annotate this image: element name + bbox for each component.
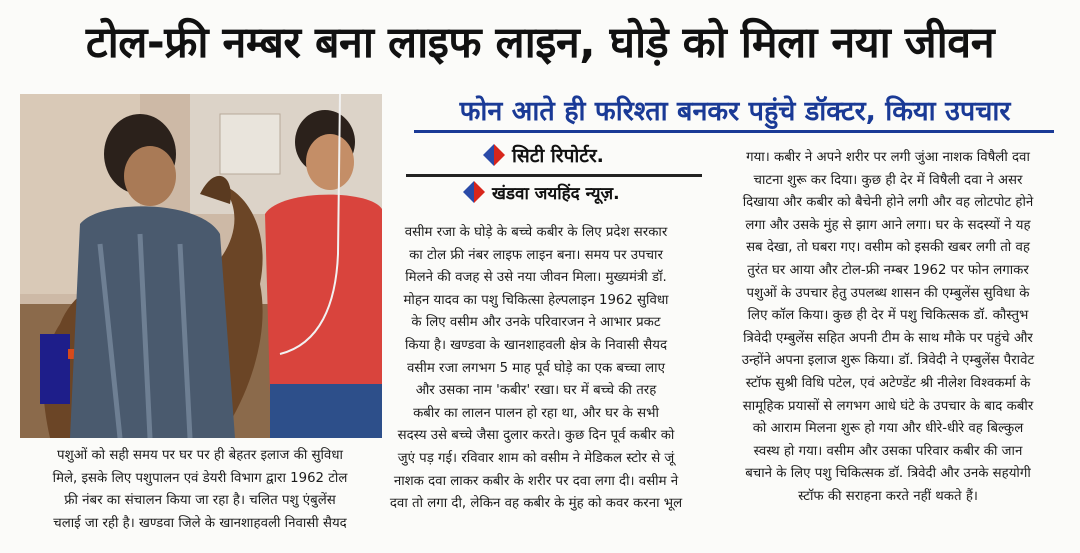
photo-illustration <box>20 94 382 438</box>
photo-horse-with-people <box>20 94 382 438</box>
text-line: का टोल फ्री नंबर लाइफ लाइन बना। समय पर उपचार <box>409 247 663 263</box>
newspaper-emblem-icon <box>482 143 506 167</box>
text-line: के लिए वसीम और उनके परिवारजन ने आभार प्रकट <box>411 315 661 331</box>
text-line: पशुओं को सही समय पर घर पर ही बेहतर इलाज की सुविधा <box>57 448 343 463</box>
text-line: सदस्य उसे बच्चे जैसा दुलार करते। कुछ दिन पूर्व कबीर को <box>397 428 675 444</box>
text-line: लगा और उसके मुंह से झाग आने लगा। घर के सदस्यों ने यह <box>745 217 1031 233</box>
text-line: जुएं पड़ गई। रविवार शाम को वसीम ने मेडिकल स्टोर से जूं <box>397 450 675 466</box>
text-line: स्टॉफ की सराहना करते नहीं थकते हैं। <box>798 488 978 504</box>
text-line: को आराम मिलना शुरू हो गया और धीरे-धीरे वह बिल्कुल <box>752 421 1024 437</box>
text-line: तुरंत घर आया और टोल-फ्री नम्बर 1962 पर फोन लगाकर <box>747 262 1029 278</box>
text-line: मिले, इसके लिए पशुपालन एवं डेयरी विभाग द्वारा 1962 टोल <box>52 470 348 486</box>
text-line: लिए कॉल किया। कुछ ही देर में पशु चिकित्सक डॉ. कौस्तुभ <box>747 308 1029 324</box>
text-line: सब देखा, तो घबरा गए। वसीम को इसकी खबर लगी तो वह <box>746 240 1030 256</box>
text-line: गया। कबीर ने अपने शरीर पर लगी जुंआ नाशक विषैली दवा <box>746 150 1030 165</box>
byline-city-reporter <box>482 142 604 168</box>
text-line: दिखाया और कबीर को बैचेनी होने लगी और वह लोटपोट होने <box>742 195 1034 211</box>
text-line: सामूहिक प्रयासों से लगभग आधे घंटे के उपचार के बाद कबीर <box>742 398 1034 414</box>
text-line: किया है। खण्डवा के खानशाहवली क्षेत्र के निवासी सैयद <box>404 337 668 353</box>
byline-jayhind-news <box>462 180 620 204</box>
text-line: चाटना शुरू कर दिया। कुछ ही देर में विषैली दवा ने असर <box>753 172 1023 188</box>
byline-secondary-text: खंडवा जयहिंद न्यूज़. <box>492 183 620 204</box>
text-line: पशुओं के उपचार हेतु उपलब्ध शासन की एम्बुलेंस सुविधा के <box>746 285 1030 301</box>
text-line: और उसका नाम 'कबीर' रखा। घर में बच्चे की तरह <box>415 383 657 399</box>
text-line: नाशक दवा लाकर कबीर के शरीर पर दवा लगा दी। वसीम ने <box>393 473 679 489</box>
article-column-left <box>18 445 382 535</box>
text-line: स्वस्थ हो गया। वसीम और उसका परिवार कबीर की जान <box>753 443 1023 459</box>
article-column-right <box>712 147 1064 509</box>
text-line: चलाई जा रही है। खण्डवा जिले के खानशाहवली निवासी सैयद <box>53 515 347 531</box>
headline: टोल-फ्री नम्बर बना लाइफ लाइन, घोड़े को मिला नया जीवन <box>85 17 995 68</box>
byline-primary-text: सिटी रिपोर्टर. <box>512 145 604 167</box>
text-line: उन्होंने अपना इलाज शुरू किया। डॉ. त्रिवेदी ने एम्बुलेंस पैरावेट <box>741 353 1035 369</box>
subheadline: फोन आते ही फरिश्ता बनकर पहुंचे डॉक्टर, किया उपचार <box>459 95 1011 127</box>
article-column-middle <box>368 222 704 516</box>
text-line: कबीर का लालन पालन हो रहा था, और घर के सभी <box>413 405 659 421</box>
text-line: त्रिवेदी एम्बुलेंस सहित अपनी टीम के साथ मौके पर पहुंचे और <box>743 330 1033 346</box>
newspaper-emblem-icon <box>462 180 486 204</box>
text-line: मोहन यादव का पशु चिकित्सा हेल्पलाइन 1962 सुविधा <box>403 292 669 308</box>
text-line: बचाने के लिए पशु चिकित्सक डॉ. त्रिवेदी और उनके सहयोगी <box>745 466 1031 482</box>
text-line: स्टॉफ सुश्री विधि पटेल, एवं अटेण्डेंट श्री नीलेश विश्वकर्मा के <box>745 375 1031 391</box>
text-line: दवा तो लगा दी, लेकिन वह कबीर के मुंह को कवर करना भूल <box>389 496 683 512</box>
subheadline-underline <box>414 130 1054 133</box>
byline-divider <box>406 174 702 177</box>
text-line: फ्री नंबर का संचालन किया जा रहा है। चलित पशु एंबुलेंस <box>64 493 336 509</box>
text-line: वसीम रजा लगभग 5 माह पूर्व घोड़े का एक बच्चा लाए <box>407 360 665 376</box>
text-line: वसीम रजा के घोड़े के बच्चे कबीर के लिए प्रदेश सरकार <box>404 225 668 240</box>
text-line: मिलने की वजह से उसे नया जीवन मिला। मुख्यमंत्री डॉ. <box>405 270 667 286</box>
